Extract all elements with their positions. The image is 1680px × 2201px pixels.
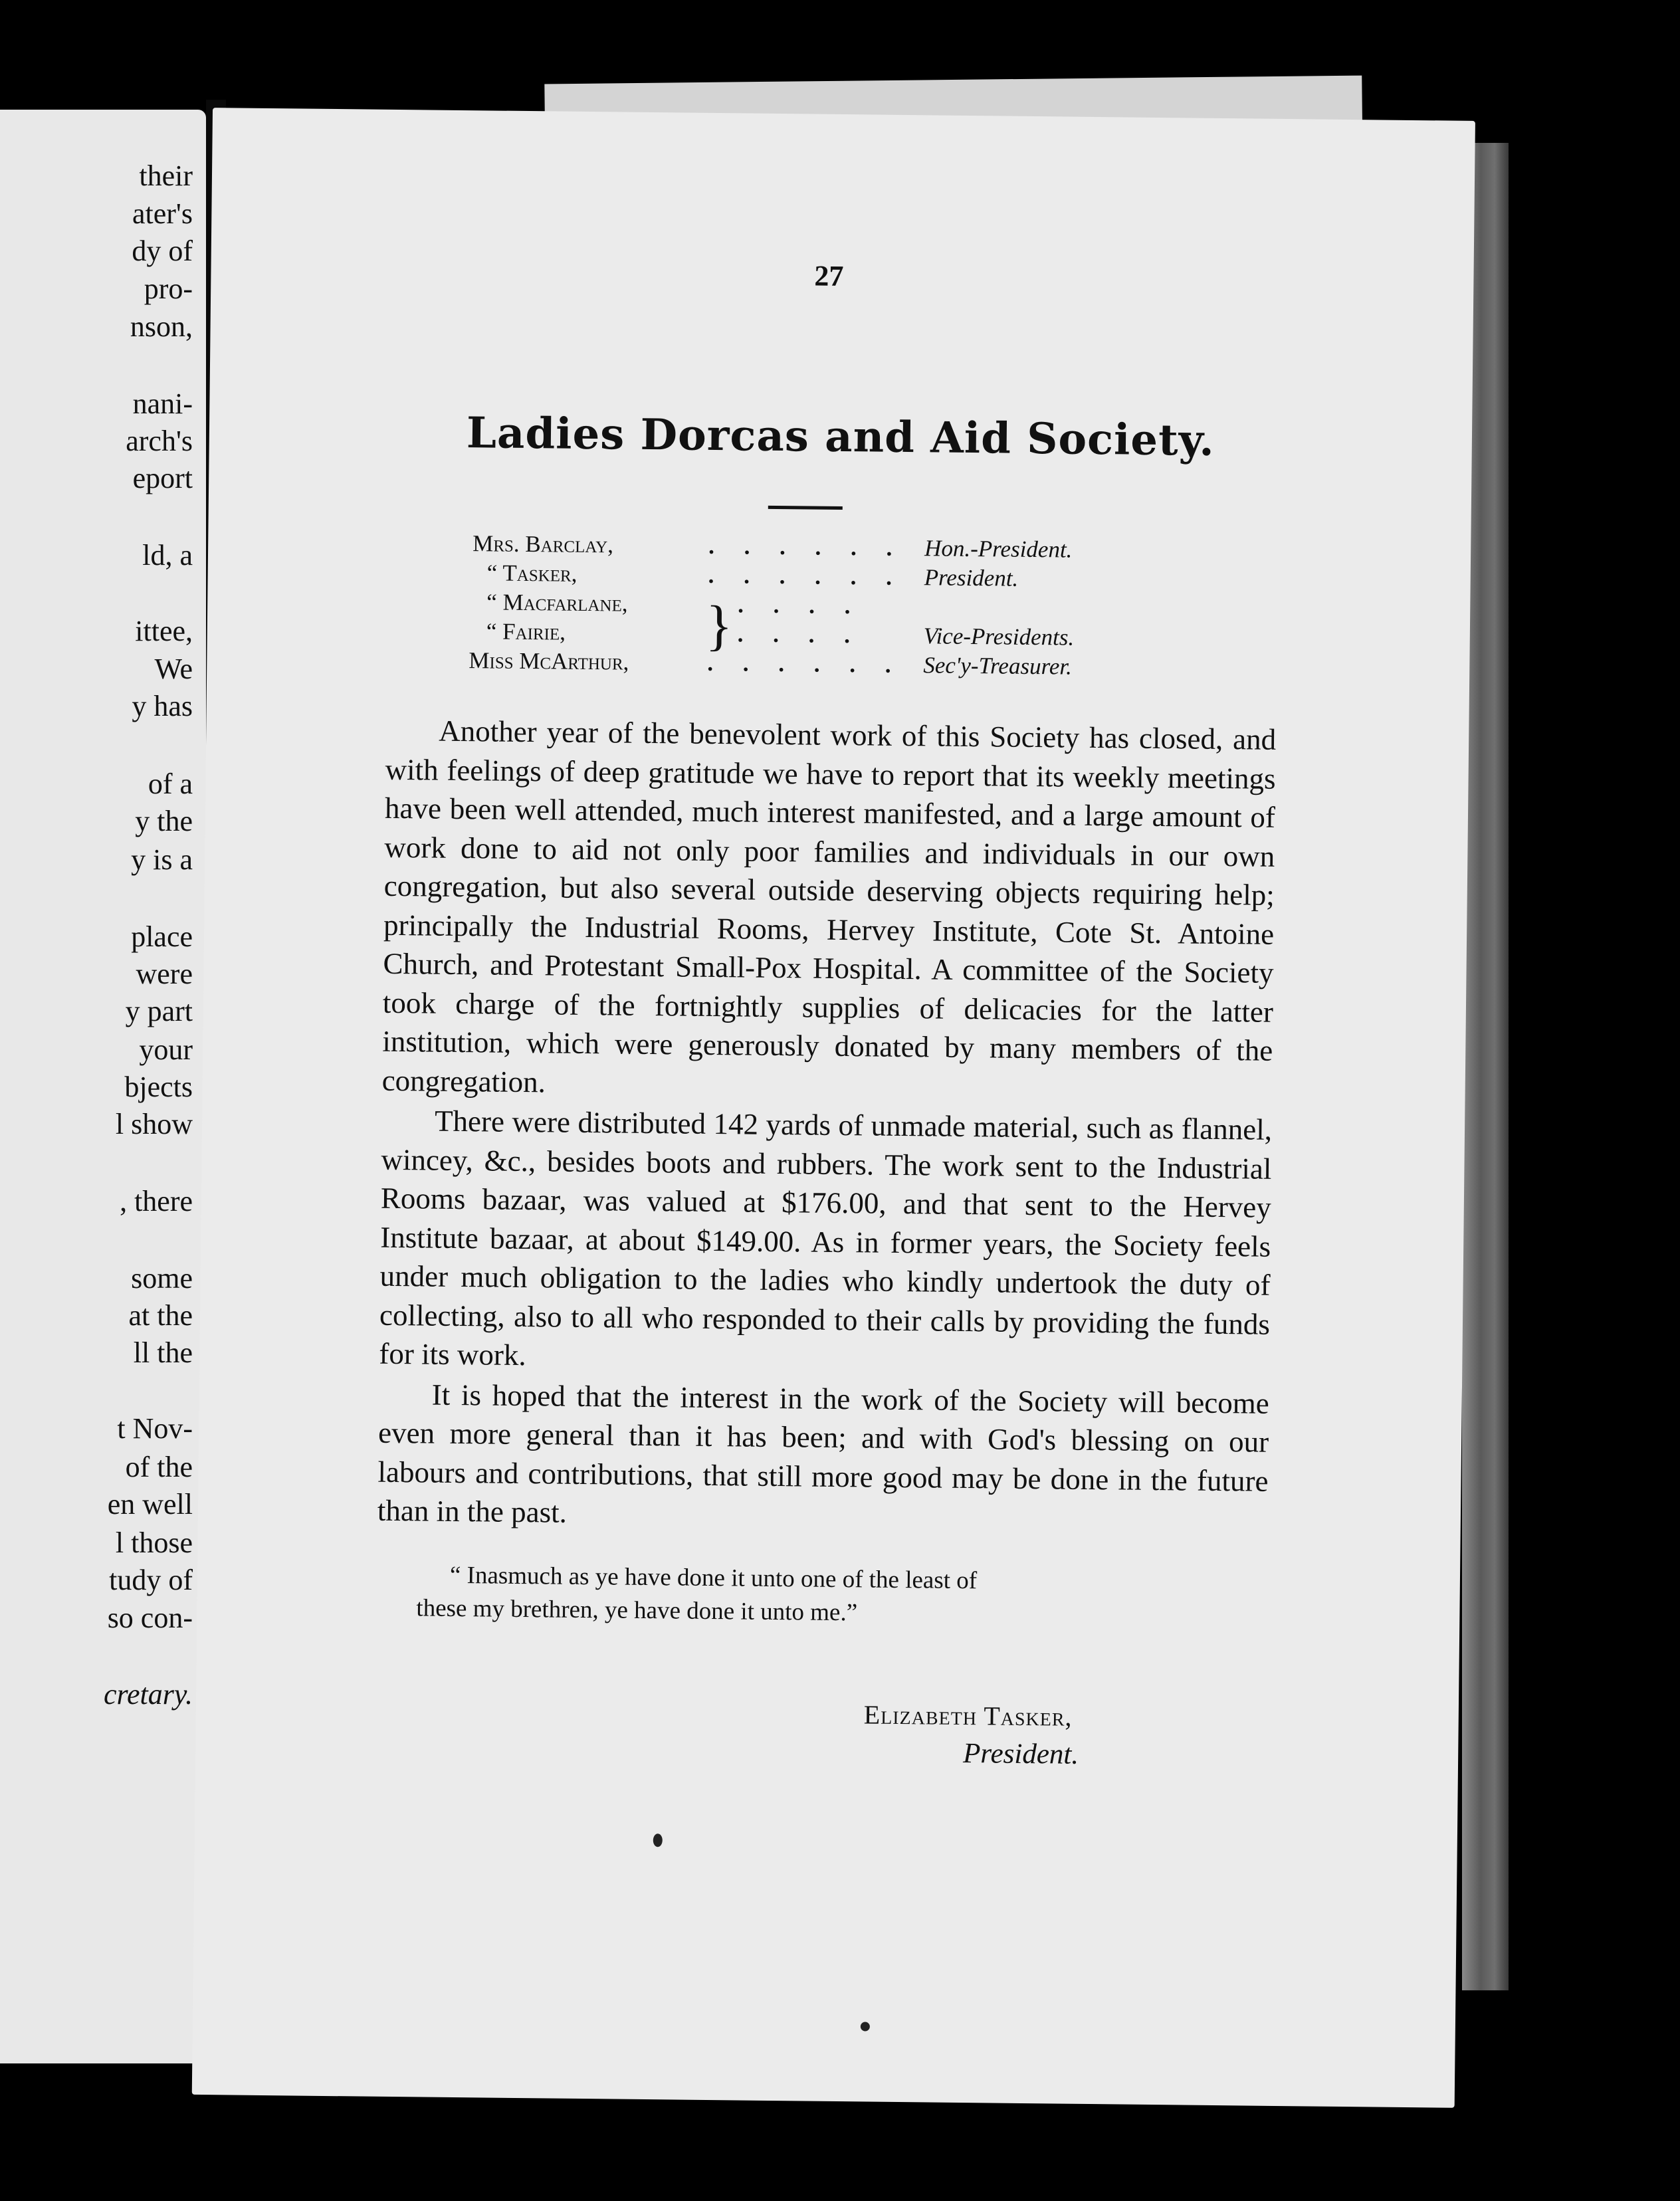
- previous-page-line: ittee,: [135, 615, 193, 647]
- previous-page-line: so con-: [107, 1602, 193, 1634]
- report-body: [377, 711, 1277, 1539]
- previous-page-line: ll the: [133, 1336, 193, 1369]
- vice-president-brace: }: [705, 594, 733, 657]
- quote-line: these my brethren, ye have done it unto me.”: [416, 1594, 858, 1627]
- officer-name: Mrs. Barclay,: [472, 530, 614, 558]
- previous-page-line: eport: [132, 462, 193, 494]
- previous-page-line: bjects: [124, 1071, 193, 1103]
- page-title: Ladies Dorcas and Aid Society.: [466, 408, 1215, 466]
- previous-page-line: nson,: [130, 310, 193, 343]
- scripture-quote: [416, 1558, 1081, 1631]
- previous-page-line: their: [139, 159, 193, 192]
- paragraph: There were distributed 142 yards of unmade material, such as flannel, wincey, &c., besides boots and rubbers. The work sent to the Industrial Rooms bazaar, was valued at $176.00, and that sent to the Hervey Institute bazaar, at about $149.00. As in former years, the Society feels under much obligation to the ladies who kindly undertook the duty of collecting, also to all who responded to their calls by providing the funds for its work.: [379, 1104, 1273, 1372]
- officer-role: President.: [924, 564, 1019, 591]
- previous-page-line: tudy of: [109, 1564, 193, 1596]
- officer-role: Hon.-President.: [924, 535, 1073, 563]
- page-number: [211, 253, 1473, 300]
- previous-page-line: dy of: [132, 235, 193, 267]
- leader-dots: . . . . . .: [708, 532, 904, 561]
- signature-title: President.: [962, 1738, 1079, 1770]
- previous-page-line: We: [154, 653, 193, 685]
- officer-name: “ Fairie,: [486, 618, 566, 645]
- previous-page-line: y is a: [131, 843, 193, 876]
- signature-name: Elizabeth Tasker,: [863, 1699, 1073, 1732]
- previous-page-line: , there: [120, 1185, 193, 1217]
- officer-name: “ Tasker,: [486, 560, 578, 587]
- leader-dots: . . . . . .: [708, 562, 904, 590]
- paragraph: It is hoped that the interest in the work of the Society will become even more general than it has been; and with God's blessing on our labours and contributions, that still more good may be done in the future than in the past.: [377, 1378, 1269, 1529]
- previous-page-line: l show: [115, 1108, 193, 1140]
- ink-speck: [861, 2022, 870, 2031]
- previous-page-line: ld, a: [142, 539, 193, 572]
- previous-page-fragment: [0, 110, 206, 2063]
- page-number-text: 27: [814, 259, 844, 293]
- officer-role: Sec'y-Treasurer.: [923, 652, 1073, 680]
- previous-page-line: y the: [135, 805, 193, 837]
- previous-page-line: y has: [132, 690, 193, 722]
- previous-page-line: arch's: [126, 425, 193, 457]
- main-page: [192, 108, 1475, 2108]
- leader-dots: . . . .: [738, 591, 863, 619]
- previous-page-line: of a: [148, 768, 193, 800]
- previous-page-line: cretary.: [104, 1678, 193, 1711]
- previous-page-line: y part: [125, 995, 193, 1027]
- heading-rule: [768, 506, 843, 510]
- officer-role: Vice-Presidents.: [923, 623, 1075, 651]
- previous-page-line: t Nov-: [117, 1412, 193, 1445]
- previous-page-line: were: [136, 958, 193, 990]
- ink-speck: [653, 1834, 663, 1847]
- previous-page-line: pro-: [144, 272, 193, 305]
- previous-page-line: some: [131, 1262, 193, 1295]
- officer-row: [471, 646, 1136, 682]
- officer-name: Miss McArthur,: [469, 647, 629, 675]
- leader-dots: . . . . . .: [707, 649, 903, 678]
- previous-page-line: en well: [107, 1488, 193, 1520]
- previous-page-line: of the: [125, 1451, 193, 1483]
- quote-line: “ Inasmuch as ye have done it unto one of the least of: [449, 1561, 978, 1595]
- previous-page-line: l those: [115, 1526, 193, 1559]
- leader-dots: . . . .: [737, 621, 863, 649]
- previous-page-line: at the: [128, 1299, 193, 1332]
- previous-page-line: nani-: [132, 387, 193, 420]
- officer-name: “ Macfarlane,: [486, 589, 628, 617]
- paragraph: Another year of the benevolent work of this Society has closed, and with feelings of deep gratitude we have to report that its weekly meetings have been well attended, much interest manifested, and a large amount of work done to aid not only poor families and individuals in our own congregation, but also several outside deserving objects requiring help; principally the Industrial Rooms, Hervey Institute, Cote St. Antoine Church, and Protestant Small-Pox Hospital. A committee of the Society took charge of the fortnightly supplies of delicacies for the latter institution, which were generously donated by many members of the congregation.: [381, 714, 1277, 1099]
- officers-list: [471, 529, 1137, 682]
- previous-page-line: ater's: [132, 197, 193, 230]
- previous-page-line: place: [131, 920, 193, 953]
- previous-page-line: your: [139, 1033, 193, 1066]
